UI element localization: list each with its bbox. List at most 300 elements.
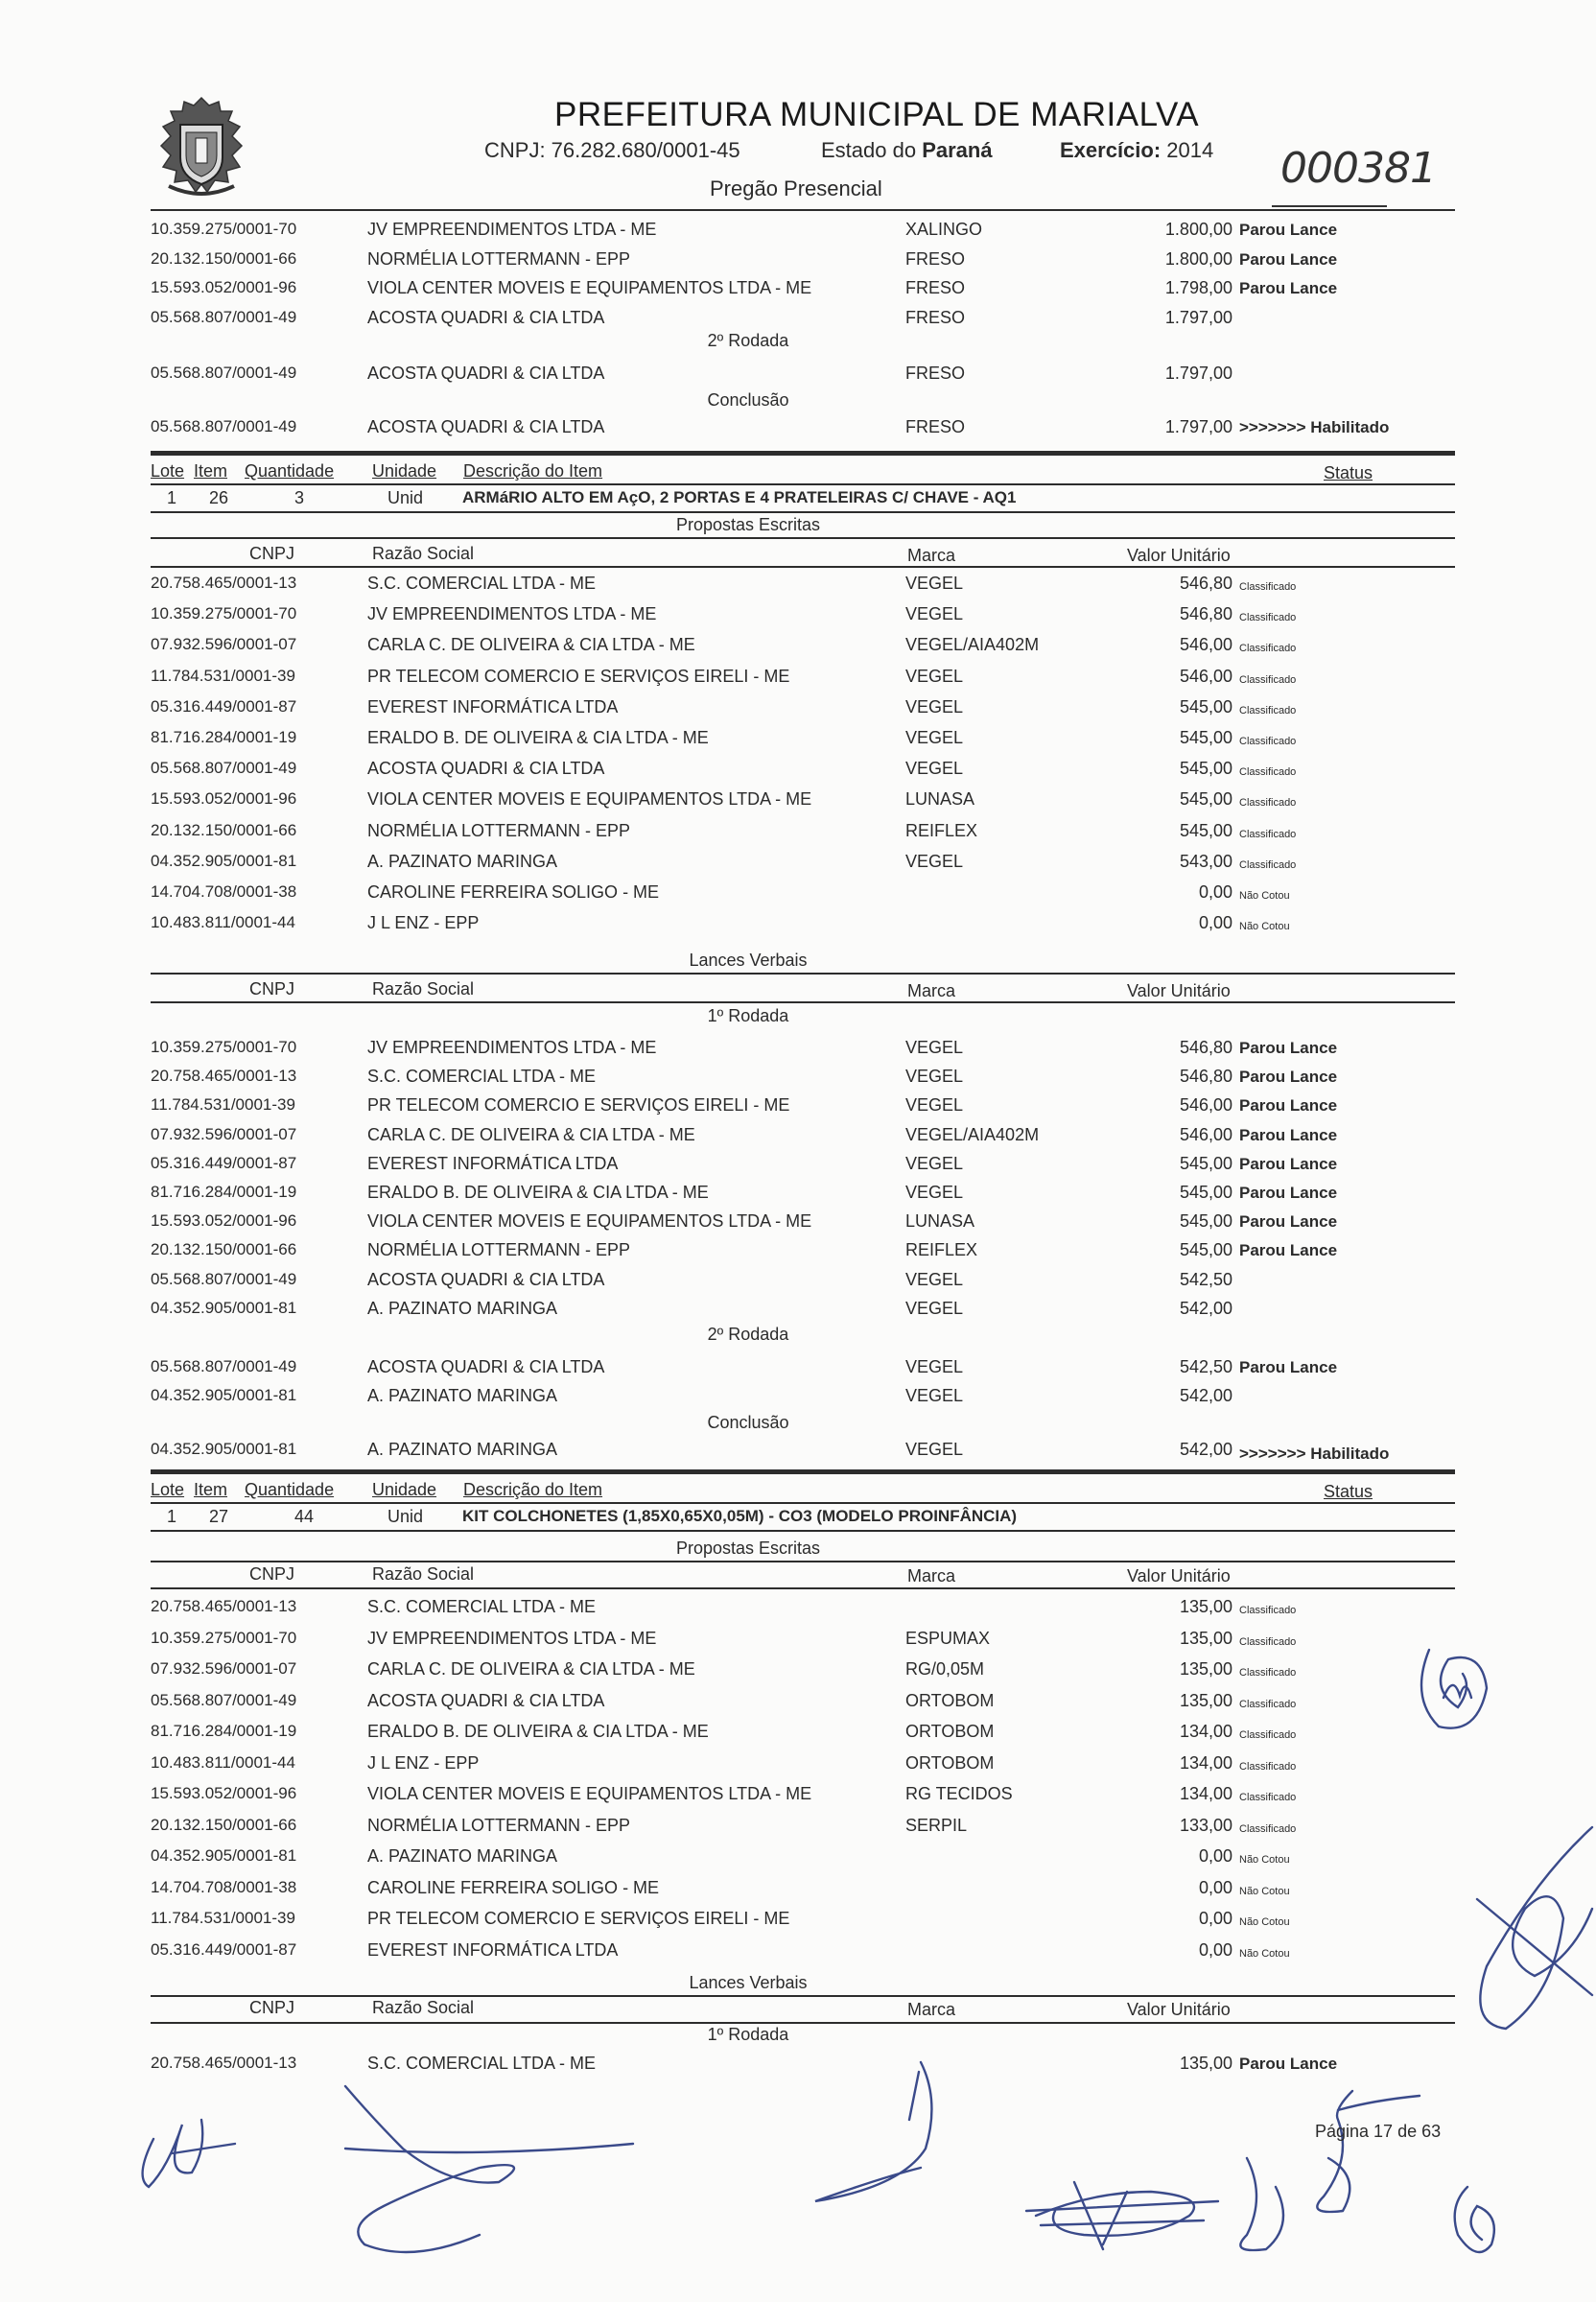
marca-cell: VEGEL — [905, 728, 964, 747]
razao-social-cell: ERALDO B. DE OLIVEIRA & CIA LTDA - ME — [367, 728, 709, 747]
marca-cell: FRESO — [905, 307, 966, 327]
cnpj-cell: 20.758.465/0001-13 — [151, 574, 297, 592]
col-header-item: Item — [194, 1480, 228, 1499]
propostas-escritas-label: Propostas Escritas — [675, 1539, 821, 1558]
marca-cell: ORTOBOM — [905, 1752, 995, 1773]
quantidade-value: 44 — [294, 1507, 315, 1526]
cnpj-cell: 81.716.284/0001-19 — [151, 1722, 297, 1740]
lote-value: 1 — [167, 1507, 177, 1526]
table-row — [0, 2053, 1, 2054]
status-badge: Classificado — [1239, 1667, 1297, 1679]
propostas-escritas-label: Propostas Escritas — [675, 515, 821, 534]
table-row — [0, 1066, 1, 1067]
razao-social-cell: CARLA C. DE OLIVEIRA & CIA LTDA - ME — [367, 635, 695, 655]
status-badge: Não Cotou — [1239, 1885, 1290, 1897]
marca-cell: VEGEL — [905, 1067, 964, 1087]
marca-cell: VEGEL — [905, 851, 964, 871]
status-badge: Classificado — [1239, 1760, 1297, 1773]
header-cnpj: CNPJ: 76.282.680/0001-45 — [484, 138, 740, 162]
divider — [151, 973, 1455, 975]
status-badge: Parou Lance — [1239, 1096, 1338, 1116]
rodada-1-label: 1º Rodada — [707, 1006, 789, 1025]
table-row — [0, 1815, 1, 1816]
cnpj-cell: 07.932.596/0001-07 — [151, 635, 297, 654]
valor-cell: 1.800,00 — [1164, 248, 1232, 269]
marca-cell: VEGEL — [905, 759, 964, 779]
status-badge: Não Cotou — [1239, 890, 1290, 902]
valor-cell: 135,00 — [1179, 1597, 1232, 1616]
marca-cell: VEGEL — [905, 1183, 964, 1202]
status-badge: Parou Lance — [1239, 249, 1338, 269]
status-badge: Não Cotou — [1239, 1947, 1290, 1960]
col-header-status: Status — [1324, 1482, 1373, 1501]
table-row — [0, 1182, 1, 1183]
table-row — [0, 1939, 1, 1940]
col-header-lote: Lote — [151, 461, 185, 481]
table-row — [0, 603, 1, 604]
razao-social-cell: EVEREST INFORMÁTICA LTDA — [367, 696, 619, 716]
habilitado-status: >>>>>>> Habilitado — [1239, 418, 1390, 436]
divider — [151, 1530, 1455, 1532]
divider — [151, 1502, 1455, 1504]
table-row — [0, 1298, 1, 1299]
cnpj-cell: 81.716.284/0001-19 — [151, 728, 297, 746]
valor-cell: 542,00 — [1179, 1440, 1232, 1459]
razao-social-cell: VIOLA CENTER MOVEIS E EQUIPAMENTOS LTDA - ME — [367, 278, 812, 297]
razao-social-cell: JV EMPREENDIMENTOS LTDA - ME — [367, 604, 657, 624]
valor-cell: 0,00 — [1198, 1939, 1232, 1960]
cnpj-cell: 05.568.807/0001-49 — [151, 1690, 297, 1709]
cnpj-cell: 20.132.150/0001-66 — [151, 820, 297, 839]
table-row — [0, 307, 1, 308]
razao-social-cell: NORMÉLIA LOTTERMANN - EPP — [367, 1240, 631, 1260]
cnpj-cell: 04.352.905/0001-81 — [151, 851, 297, 870]
cnpj-cell: 10.359.275/0001-70 — [151, 1628, 297, 1647]
status-badge: Não Cotou — [1239, 1916, 1290, 1928]
col-header-descricao: Descrição do Item — [463, 1480, 603, 1499]
col-header-unidade: Unidade — [372, 461, 437, 481]
table-row — [0, 1783, 1, 1784]
marca-cell: ORTOBOM — [905, 1690, 995, 1710]
razao-social-cell: CARLA C. DE OLIVEIRA & CIA LTDA - ME — [367, 1124, 695, 1144]
table-row — [0, 416, 1, 417]
valor-cell: 545,00 — [1179, 820, 1232, 840]
valor-cell: 1.797,00 — [1164, 417, 1232, 436]
razao-social-cell: S.C. COMERCIAL LTDA - ME — [367, 574, 597, 593]
cnpj-cell: 05.568.807/0001-49 — [151, 307, 297, 326]
cnpj-cell: 15.593.052/0001-96 — [151, 789, 297, 809]
status-badge: Parou Lance — [1239, 1125, 1338, 1144]
status-badge: Classificado — [1239, 736, 1297, 747]
col-header-razao: Razão Social — [372, 1564, 475, 1584]
col-header-cnpj: CNPJ — [249, 1998, 295, 2017]
valor-cell: 545,00 — [1179, 1153, 1232, 1173]
cnpj-cell: 10.359.275/0001-70 — [151, 220, 297, 238]
cnpj-cell: 20.758.465/0001-13 — [151, 2054, 297, 2072]
cnpj-cell: 11.784.531/0001-39 — [151, 666, 295, 685]
valor-cell: 542,00 — [1179, 1298, 1232, 1318]
quantidade-value: 3 — [294, 488, 305, 507]
status-badge: Classificado — [1239, 581, 1297, 593]
lote-value: 1 — [167, 488, 177, 507]
valor-cell: 135,00 — [1179, 1628, 1232, 1648]
status-badge: Classificado — [1239, 766, 1297, 779]
header-estado: Estado do Paraná — [821, 138, 993, 162]
marca-cell: ORTOBOM — [905, 1722, 995, 1741]
razao-social-cell: CAROLINE FERREIRA SOLIGO - ME — [367, 882, 660, 902]
col-header-unidade: Unidade — [372, 1480, 437, 1499]
razao-social-cell: ACOSTA QUADRI & CIA LTDA — [367, 417, 605, 436]
cnpj-cell: 05.568.807/0001-49 — [151, 417, 297, 435]
table-row — [0, 851, 1, 852]
marca-cell: ESPUMAX — [905, 1628, 991, 1648]
status-badge: Parou Lance — [1239, 1358, 1338, 1376]
valor-cell: 545,00 — [1179, 728, 1232, 747]
divider — [151, 537, 1455, 539]
table-row — [0, 881, 1, 882]
razao-social-cell: S.C. COMERCIAL LTDA - ME — [367, 1067, 597, 1087]
razao-social-cell: ACOSTA QUADRI & CIA LTDA — [367, 759, 605, 779]
rodada-2-label: 2º Rodada — [707, 331, 789, 350]
marca-cell: VEGEL — [905, 1269, 964, 1289]
valor-cell: 1.797,00 — [1164, 364, 1232, 383]
cnpj-cell: 15.593.052/0001-96 — [151, 1784, 297, 1802]
valor-cell: 542,50 — [1179, 1269, 1232, 1289]
valor-cell: 542,00 — [1179, 1386, 1232, 1405]
razao-social-cell: ACOSTA QUADRI & CIA LTDA — [367, 307, 605, 327]
table-row — [0, 1752, 1, 1753]
cnpj-cell: 20.132.150/0001-66 — [151, 1240, 297, 1259]
razao-social-cell: S.C. COMERCIAL LTDA - ME — [367, 1597, 597, 1616]
table-row — [0, 666, 1, 667]
status-badge: Classificado — [1239, 612, 1297, 624]
cnpj-cell: 11.784.531/0001-39 — [151, 1909, 295, 1927]
valor-cell: 545,00 — [1179, 759, 1232, 779]
col-header-marca: Marca — [907, 1566, 956, 1586]
table-row — [0, 634, 1, 635]
table-row — [0, 573, 1, 574]
item-value: 26 — [209, 488, 229, 507]
col-header-marca: Marca — [907, 2000, 956, 2019]
header-rule — [151, 209, 1455, 211]
descricao-value: ARMáRIO ALTO EM AçO, 2 PORTAS E 4 PRATELEIRAS C/ CHAVE - AQ1 — [462, 488, 1017, 506]
cnpj-cell: 05.568.807/0001-49 — [151, 364, 297, 382]
razao-social-cell: S.C. COMERCIAL LTDA - ME — [367, 2054, 597, 2073]
marca-cell: FRESO — [905, 278, 966, 297]
cnpj-cell: 04.352.905/0001-81 — [151, 1386, 297, 1404]
razao-social-cell: ACOSTA QUADRI & CIA LTDA — [367, 1690, 605, 1710]
razao-social-cell: A. PAZINATO MARINGA — [367, 1386, 558, 1405]
razao-social-cell: PR TELECOM COMERCIO E SERVIÇOS EIRELI - ME — [367, 1909, 790, 1928]
valor-cell: 546,80 — [1179, 604, 1232, 624]
marca-cell: FRESO — [905, 248, 966, 269]
divider — [151, 483, 1455, 485]
col-header-cnpj: CNPJ — [249, 544, 295, 563]
cnpj-cell: 20.758.465/0001-13 — [151, 1597, 297, 1615]
status-badge: Classificado — [1239, 673, 1297, 686]
divider — [151, 1561, 1455, 1562]
marca-cell: VEGEL — [905, 1095, 964, 1116]
marca-cell: VEGEL — [905, 1386, 964, 1405]
valor-cell: 0,00 — [1198, 1877, 1232, 1897]
valor-cell: 134,00 — [1179, 1752, 1232, 1773]
marca-cell: VEGEL/AIA402M — [905, 635, 1040, 655]
cnpj-cell: 05.316.449/0001-87 — [151, 1153, 297, 1172]
marca-cell: VEGEL — [905, 1038, 964, 1057]
marca-cell: SERPIL — [905, 1815, 968, 1835]
table-row — [0, 1210, 1, 1211]
razao-social-cell: CAROLINE FERREIRA SOLIGO - ME — [367, 1877, 660, 1897]
razao-social-cell: EVEREST INFORMÁTICA LTDA — [367, 1939, 619, 1960]
valor-cell: 0,00 — [1198, 1846, 1232, 1866]
unidade-value: Unid — [387, 1507, 424, 1526]
lances-verbais-label: Lances Verbais — [689, 1973, 808, 1992]
valor-cell: 542,50 — [1179, 1357, 1232, 1376]
valor-cell: 546,80 — [1179, 1038, 1232, 1057]
valor-cell: 545,00 — [1179, 696, 1232, 716]
cnpj-cell: 10.483.811/0001-44 — [151, 1752, 295, 1772]
cnpj-cell: 10.359.275/0001-70 — [151, 1038, 297, 1056]
table-row — [0, 363, 1, 364]
razao-social-cell: ACOSTA QUADRI & CIA LTDA — [367, 1357, 605, 1376]
status-badge: Classificado — [1239, 1822, 1297, 1835]
col-header-valor: Valor Unitário — [1127, 546, 1231, 565]
status-badge: Parou Lance — [1239, 1212, 1338, 1232]
marca-cell: REIFLEX — [905, 820, 978, 840]
col-header-valor: Valor Unitário — [1127, 2000, 1231, 2019]
item-value: 27 — [209, 1507, 229, 1526]
cnpj-cell: 05.316.449/0001-87 — [151, 696, 297, 716]
status-badge: Parou Lance — [1239, 1184, 1338, 1202]
razao-social-cell: A. PAZINATO MARINGA — [367, 851, 558, 871]
col-header-cnpj: CNPJ — [249, 979, 295, 998]
status-badge: Parou Lance — [1239, 1068, 1338, 1087]
table-row — [0, 1845, 1, 1846]
cnpj-cell: 14.704.708/0001-38 — [151, 882, 297, 901]
valor-cell: 134,00 — [1179, 1722, 1232, 1741]
marca-cell: VEGEL/AIA402M — [905, 1124, 1040, 1144]
valor-cell: 545,00 — [1179, 1183, 1232, 1202]
razao-social-cell: PR TELECOM COMERCIO E SERVIÇOS EIRELI - ME — [367, 666, 790, 686]
divider — [151, 451, 1455, 456]
valor-cell: 134,00 — [1179, 1784, 1232, 1803]
divider — [151, 1001, 1455, 1003]
table-row — [0, 1439, 1, 1440]
valor-cell: 0,00 — [1198, 913, 1232, 933]
cnpj-cell: 20.132.150/0001-66 — [151, 248, 297, 268]
divider — [151, 1995, 1455, 1997]
valor-cell: 133,00 — [1179, 1815, 1232, 1835]
status-badge: Parou Lance — [1239, 2055, 1338, 2073]
valor-cell: 546,80 — [1179, 1067, 1232, 1087]
status-badge: Classificado — [1239, 643, 1297, 655]
municipal-crest-icon — [152, 94, 251, 201]
status-badge: Não Cotou — [1239, 921, 1290, 933]
status-badge: Parou Lance — [1239, 1039, 1338, 1057]
cnpj-cell: 11.784.531/0001-39 — [151, 1095, 295, 1115]
table-row — [0, 820, 1, 821]
razao-social-cell: NORMÉLIA LOTTERMANN - EPP — [367, 248, 631, 269]
protocol-number: 000381 — [1280, 144, 1436, 193]
col-header-descricao: Descrição do Item — [463, 461, 603, 481]
razao-social-cell: JV EMPREENDIMENTOS LTDA - ME — [367, 1038, 657, 1057]
valor-cell: 135,00 — [1179, 1659, 1232, 1679]
col-header-lote: Lote — [151, 1480, 185, 1499]
valor-cell: 543,00 — [1179, 851, 1232, 871]
document-title: PREFEITURA MUNICIPAL DE MARIALVA — [554, 96, 1200, 133]
col-header-marca: Marca — [907, 546, 956, 565]
table-row — [0, 1628, 1, 1629]
marca-cell: LUNASA — [905, 1211, 975, 1232]
razao-social-cell: PR TELECOM COMERCIO E SERVIÇOS EIRELI - ME — [367, 1095, 790, 1116]
cnpj-cell: 15.593.052/0001-96 — [151, 1211, 297, 1231]
marca-cell: VEGEL — [905, 1440, 964, 1459]
razao-social-cell: CARLA C. DE OLIVEIRA & CIA LTDA - ME — [367, 1659, 695, 1679]
valor-cell: 135,00 — [1179, 1690, 1232, 1710]
valor-cell: 545,00 — [1179, 789, 1232, 810]
marca-cell: RG TECIDOS — [905, 1784, 1013, 1803]
razao-social-cell: JV EMPREENDIMENTOS LTDA - ME — [367, 220, 657, 239]
table-row — [0, 1596, 1, 1597]
col-header-razao: Razão Social — [372, 979, 475, 998]
cnpj-cell: 05.568.807/0001-49 — [151, 759, 297, 778]
status-badge: Classificado — [1239, 828, 1297, 840]
razao-social-cell: JV EMPREENDIMENTOS LTDA - ME — [367, 1628, 657, 1648]
marca-cell: VEGEL — [905, 696, 964, 716]
col-header-razao: Razão Social — [372, 544, 475, 563]
status-badge: Classificado — [1239, 1792, 1297, 1803]
cnpj-cell: 04.352.905/0001-81 — [151, 1846, 297, 1865]
status-badge: Não Cotou — [1239, 1854, 1290, 1866]
header-modalidade: Pregão Presencial — [710, 176, 882, 200]
conclusao-label: Conclusão — [707, 390, 789, 410]
status-badge: Parou Lance — [1239, 221, 1338, 239]
status-badge: Classificado — [1239, 1635, 1297, 1648]
razao-social-cell: A. PAZINATO MARINGA — [367, 1846, 558, 1866]
razao-social-cell: VIOLA CENTER MOVEIS E EQUIPAMENTOS LTDA - ME — [367, 789, 812, 810]
valor-cell: 0,00 — [1198, 1909, 1232, 1928]
marca-cell: FRESO — [905, 364, 966, 383]
col-header-valor: Valor Unitário — [1127, 1566, 1231, 1586]
lances-verbais-label: Lances Verbais — [689, 951, 808, 970]
col-header-quantidade: Quantidade — [245, 461, 335, 481]
razao-social-cell: VIOLA CENTER MOVEIS E EQUIPAMENTOS LTDA - ME — [367, 1211, 812, 1232]
valor-cell: 135,00 — [1179, 2054, 1232, 2073]
cnpj-cell: 04.352.905/0001-81 — [151, 1298, 297, 1317]
table-row — [0, 1385, 1, 1386]
valor-cell: 546,80 — [1179, 574, 1232, 593]
col-header-status: Status — [1324, 463, 1373, 482]
table-row — [0, 1356, 1, 1357]
table-row — [0, 1124, 1, 1125]
status-badge: Classificado — [1239, 704, 1297, 716]
cnpj-cell: 04.352.905/0001-81 — [151, 1440, 297, 1458]
marca-cell: RG/0,05M — [905, 1659, 985, 1679]
table-row — [0, 1877, 1, 1878]
status-badge: Classificado — [1239, 1605, 1297, 1616]
razao-social-cell: VIOLA CENTER MOVEIS E EQUIPAMENTOS LTDA - ME — [367, 1784, 812, 1803]
marca-cell: VEGEL — [905, 1357, 964, 1376]
divider — [151, 1587, 1455, 1589]
razao-social-cell: NORMÉLIA LOTTERMANN - EPP — [367, 1815, 631, 1835]
table-row — [0, 1908, 1, 1909]
table-row — [0, 1690, 1, 1691]
marca-cell: LUNASA — [905, 789, 975, 810]
table-row — [0, 727, 1, 728]
rodada-1-label: 1º Rodada — [707, 2025, 789, 2044]
valor-cell: 546,00 — [1179, 666, 1232, 686]
razao-social-cell: ACOSTA QUADRI & CIA LTDA — [367, 1269, 605, 1289]
valor-cell: 0,00 — [1198, 882, 1232, 902]
razao-social-cell: EVEREST INFORMÁTICA LTDA — [367, 1153, 619, 1173]
header-exercicio: Exercício: 2014 — [1060, 138, 1214, 162]
cnpj-cell: 20.758.465/0001-13 — [151, 1067, 297, 1086]
cnpj-cell: 05.568.807/0001-49 — [151, 1269, 297, 1288]
valor-cell: 1.800,00 — [1164, 220, 1232, 239]
table-row — [0, 1269, 1, 1270]
table-row — [0, 912, 1, 913]
razao-social-cell: ERALDO B. DE OLIVEIRA & CIA LTDA - ME — [367, 1183, 709, 1202]
divider — [151, 566, 1455, 568]
col-header-valor: Valor Unitário — [1127, 981, 1231, 1000]
table-row — [0, 1153, 1, 1154]
page-number: Página 17 de 63 — [1315, 2122, 1442, 2141]
table-row — [0, 248, 1, 249]
valor-cell: 546,00 — [1179, 1095, 1232, 1116]
marca-cell: VEGEL — [905, 666, 964, 686]
valor-cell: 545,00 — [1179, 1211, 1232, 1232]
razao-social-cell: J L ENZ - EPP — [367, 913, 480, 933]
rodada-2-label: 2º Rodada — [707, 1325, 789, 1344]
status-badge: Classificado — [1239, 1698, 1297, 1710]
table-row — [0, 219, 1, 220]
cnpj-cell: 10.359.275/0001-70 — [151, 604, 297, 623]
table-row — [0, 1037, 1, 1038]
protocol-underline — [1272, 205, 1387, 207]
marca-cell: VEGEL — [905, 1153, 964, 1173]
razao-social-cell: ACOSTA QUADRI & CIA LTDA — [367, 364, 605, 383]
cnpj-cell: 05.568.807/0001-49 — [151, 1357, 297, 1375]
marca-cell: VEGEL — [905, 1298, 964, 1318]
cnpj-cell: 15.593.052/0001-96 — [151, 278, 297, 296]
razao-social-cell: A. PAZINATO MARINGA — [367, 1440, 558, 1459]
descricao-value: KIT COLCHONETES (1,85X0,65X0,05M) - CO3 (MODELO PROINFÂNCIA) — [462, 1507, 1018, 1525]
marca-cell: XALINGO — [905, 220, 983, 239]
cnpj-cell: 07.932.596/0001-07 — [151, 1124, 297, 1143]
table-row — [0, 1094, 1, 1095]
divider — [151, 1469, 1455, 1474]
valor-cell: 546,00 — [1179, 1124, 1232, 1144]
marca-cell: VEGEL — [905, 574, 964, 593]
cnpj-cell: 10.483.811/0001-44 — [151, 913, 295, 932]
status-badge: Parou Lance — [1239, 279, 1338, 297]
status-badge: Classificado — [1239, 797, 1297, 810]
status-badge: Parou Lance — [1239, 1154, 1338, 1173]
cnpj-cell: 14.704.708/0001-38 — [151, 1877, 297, 1896]
col-header-item: Item — [194, 461, 228, 481]
razao-social-cell: ERALDO B. DE OLIVEIRA & CIA LTDA - ME — [367, 1722, 709, 1741]
col-header-cnpj: CNPJ — [249, 1564, 295, 1584]
razao-social-cell: NORMÉLIA LOTTERMANN - EPP — [367, 820, 631, 840]
valor-cell: 1.797,00 — [1164, 307, 1232, 327]
cnpj-cell: 07.932.596/0001-07 — [151, 1659, 297, 1678]
marca-cell: VEGEL — [905, 604, 964, 624]
table-row — [0, 1658, 1, 1659]
razao-social-cell: J L ENZ - EPP — [367, 1752, 480, 1773]
conclusao-label: Conclusão — [707, 1413, 789, 1432]
cnpj-cell: 20.132.150/0001-66 — [151, 1815, 297, 1834]
table-row — [0, 696, 1, 697]
